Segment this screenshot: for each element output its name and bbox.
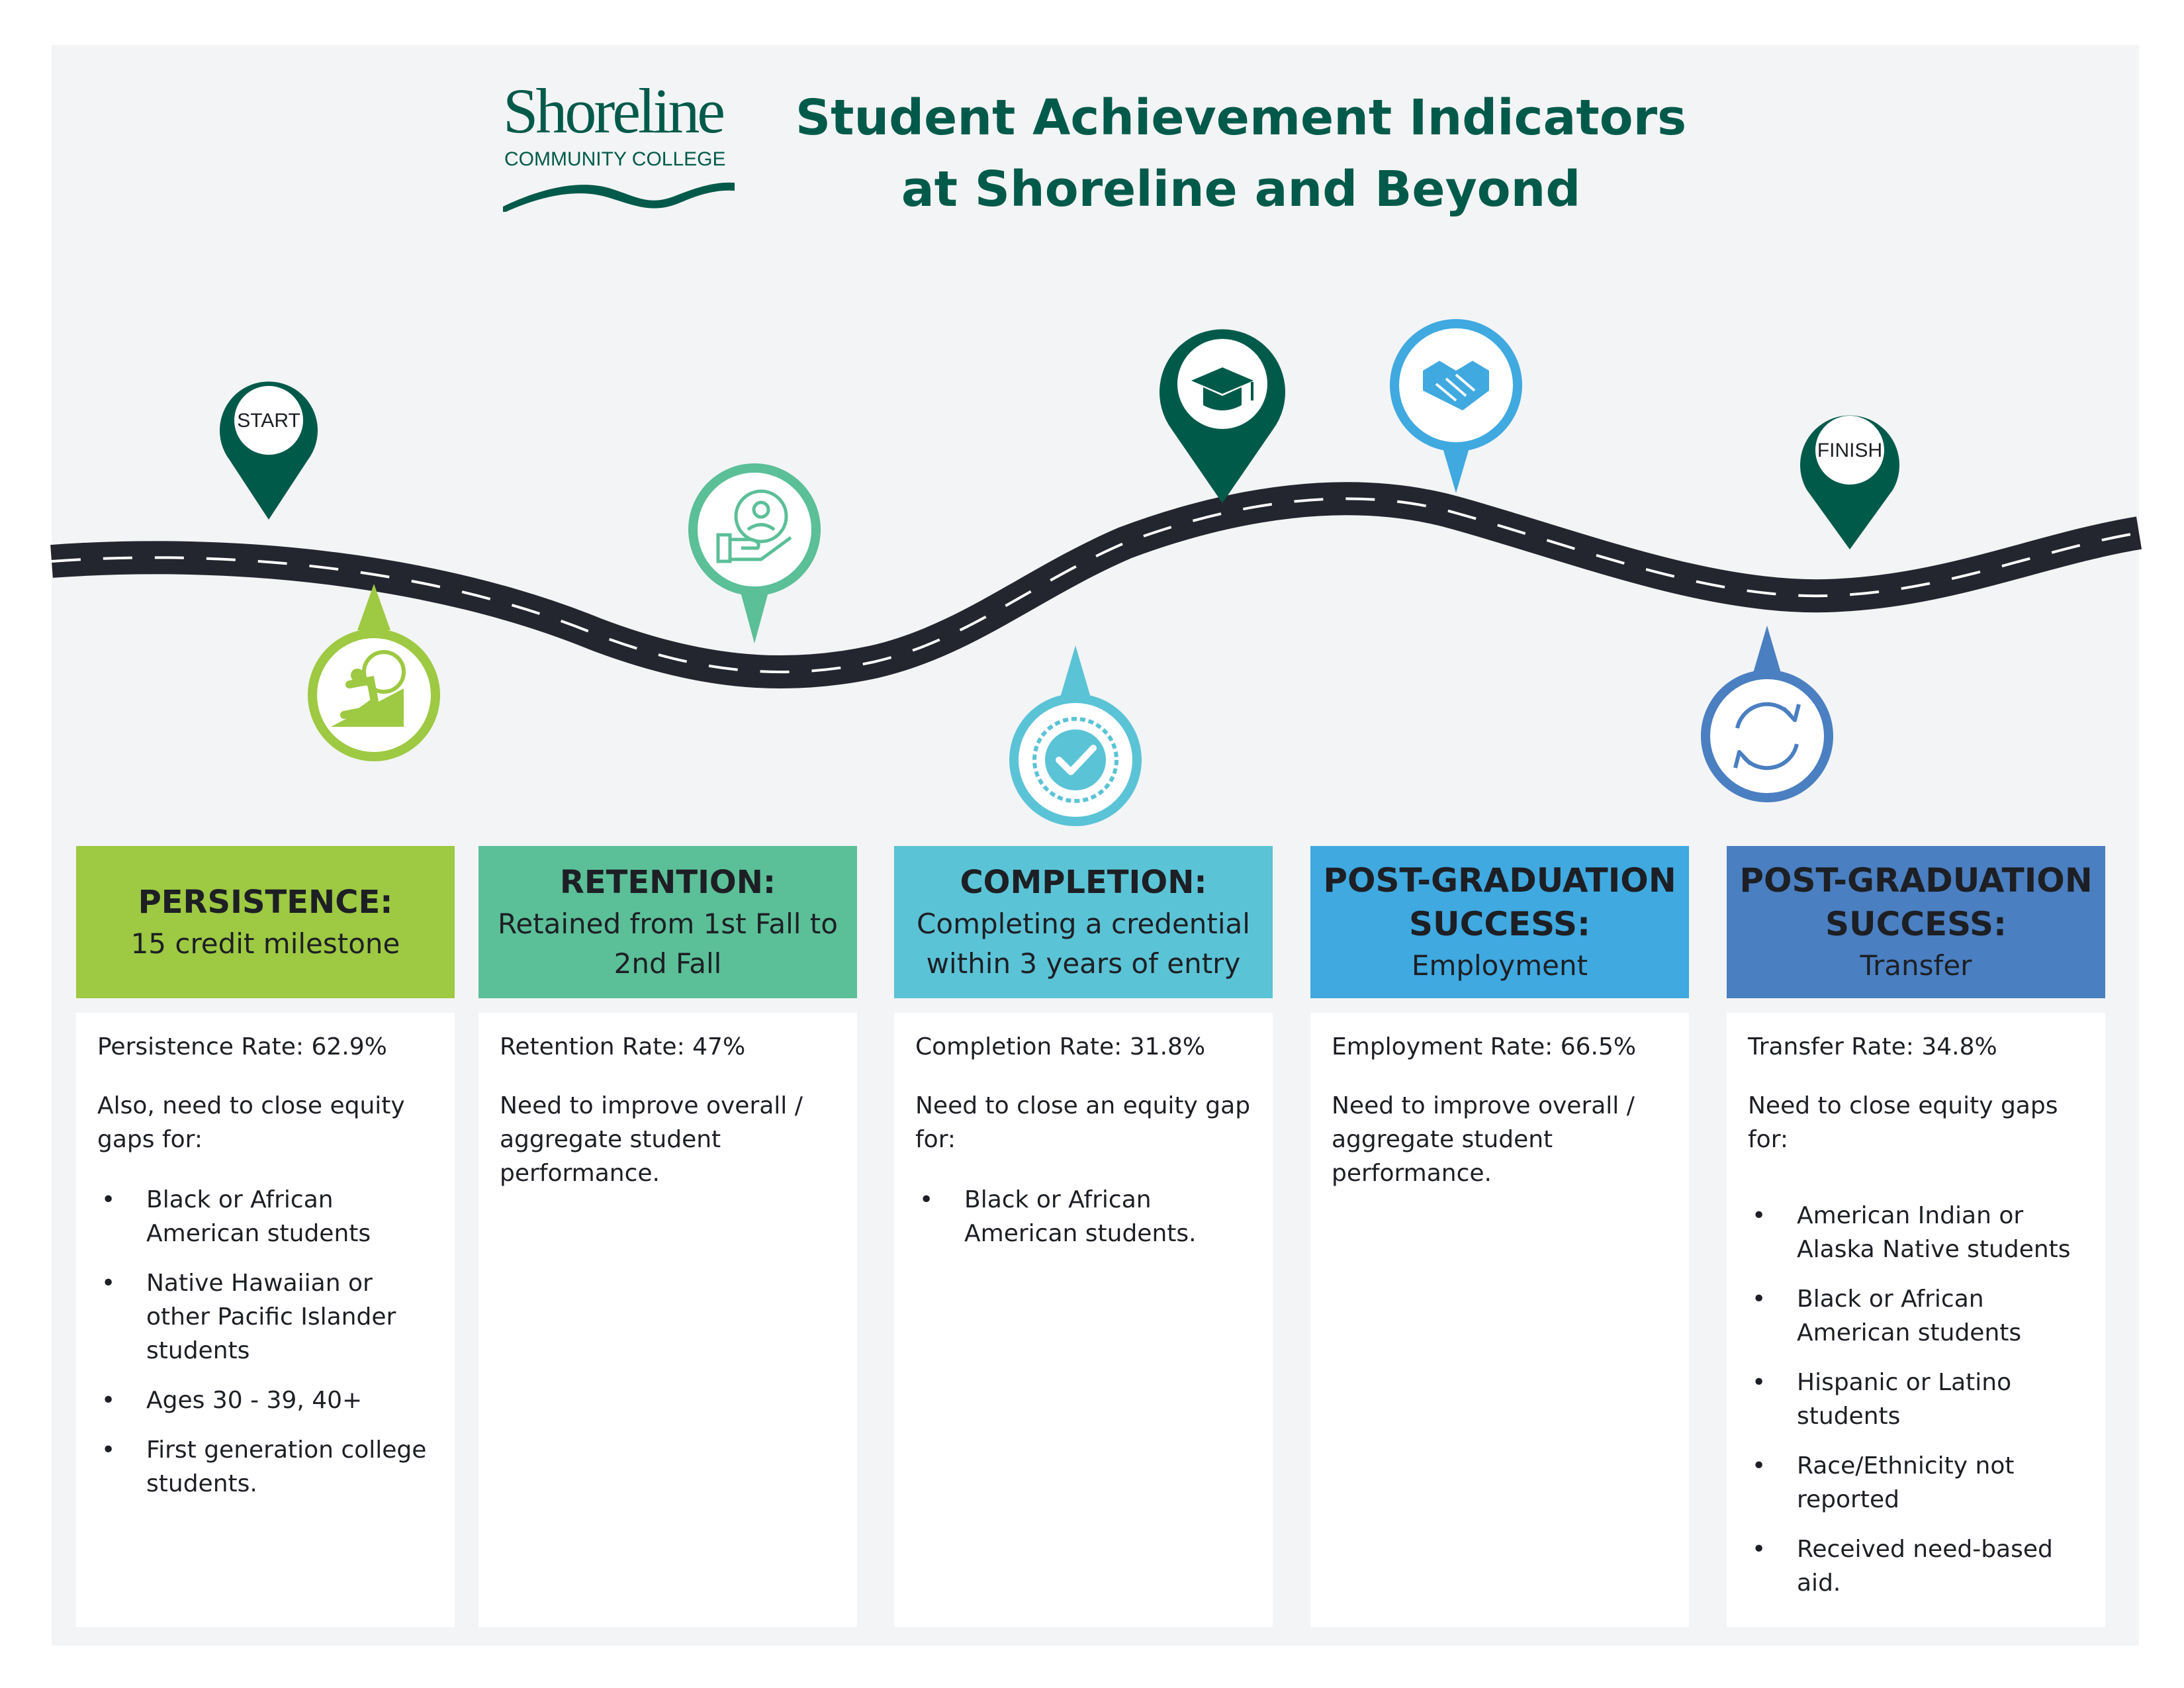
employment-title: POST-GRADUATION SUCCESS: bbox=[1323, 861, 1676, 943]
persistence-body bbox=[76, 1013, 455, 1627]
transfer-title: POST-GRADUATION SUCCESS: bbox=[1739, 861, 2093, 943]
transfer-note: Need to close equity gaps for: bbox=[1748, 1092, 2058, 1153]
employment-pin bbox=[1390, 319, 1522, 493]
retention-header bbox=[478, 846, 857, 998]
start-label: START bbox=[237, 410, 300, 432]
completion-title: COMPLETION: bbox=[960, 864, 1207, 901]
completion-gap-list bbox=[915, 1183, 1253, 1250]
list-item: • Black or African American students bbox=[97, 1183, 435, 1250]
finish-pin bbox=[1800, 416, 1899, 549]
logo-subtitle: COMMUNITY COLLEGE bbox=[504, 148, 726, 170]
list-item: • Race/Ethnicity not reported bbox=[1748, 1449, 2085, 1517]
transfer-header bbox=[1727, 846, 2105, 998]
retention-rate: Retention Rate: 47% bbox=[500, 1033, 746, 1060]
list-item: • Received need-based aid. bbox=[1748, 1532, 2085, 1600]
start-pin bbox=[220, 381, 318, 520]
column-persistence bbox=[76, 846, 455, 1497]
road-timeline bbox=[0, 0, 2184, 827]
title-line-1: Student Achievement Indicators bbox=[795, 89, 1687, 146]
transfer-gap-list bbox=[1748, 1199, 2085, 1600]
finish-label: FINISH bbox=[1817, 440, 1883, 461]
logo-wordmark: Shoreline bbox=[503, 75, 723, 146]
persistence-header bbox=[76, 846, 455, 998]
list-item: • Black or African American students bbox=[1748, 1282, 2085, 1350]
employment-subtitle: Employment bbox=[1411, 949, 1588, 982]
refresh-arrows-icon bbox=[1701, 626, 1833, 802]
retention-note: Need to improve overall / aggregate student performance. bbox=[500, 1092, 803, 1187]
persistence-title: PERSISTENCE: bbox=[138, 884, 393, 921]
list-item: • Black or African American students. bbox=[915, 1183, 1253, 1250]
employment-rate: Employment Rate: 66.5% bbox=[1332, 1033, 1637, 1060]
list-item: • Hispanic or Latino students bbox=[1748, 1366, 2085, 1433]
hand-holding-person-icon bbox=[688, 463, 821, 643]
list-item: • American Indian or Alaska Native students bbox=[1748, 1199, 2085, 1266]
transfer-rate: Transfer Rate: 34.8% bbox=[1748, 1033, 1997, 1060]
mountain-climber-icon bbox=[308, 584, 440, 761]
column-completion bbox=[894, 846, 1273, 1247]
retention-title: RETENTION: bbox=[559, 864, 776, 901]
column-transfer bbox=[1727, 846, 2105, 1597]
retention-subtitle: Retained from 1st Fall to 2nd Fall bbox=[498, 908, 838, 980]
completion-note: Need to close an equity gap for: bbox=[915, 1092, 1251, 1153]
employment-note: Need to improve overall / aggregate student performance. bbox=[1332, 1092, 1635, 1187]
employment-header bbox=[1310, 846, 1689, 998]
list-item: • Ages 30 - 39, 40+ bbox=[97, 1383, 435, 1417]
persistence-note: Also, need to close equity gaps for: bbox=[97, 1092, 405, 1153]
employment-body bbox=[1310, 1013, 1689, 1627]
completion-body bbox=[894, 1013, 1273, 1627]
persistence-subtitle: 15 credit milestone bbox=[130, 927, 400, 960]
column-employment bbox=[1310, 846, 1689, 1187]
transfer-body bbox=[1727, 1013, 2105, 1627]
checkmark-badge-icon bbox=[1009, 645, 1142, 826]
list-item: • First generation college students. bbox=[97, 1433, 435, 1501]
list-item: • Native Hawaiian or other Pacific Islander students bbox=[97, 1266, 435, 1368]
column-retention bbox=[478, 846, 857, 1187]
completion-subtitle: Completing a credential within 3 years of entry bbox=[917, 908, 1250, 980]
persistence-rate: Persistence Rate: 62.9% bbox=[97, 1033, 387, 1060]
title-line-2: at Shoreline and Beyond bbox=[901, 161, 1581, 218]
graduation-pin bbox=[1160, 329, 1285, 503]
transfer-subtitle: Transfer bbox=[1860, 949, 1972, 982]
persistence-gap-list bbox=[97, 1183, 435, 1501]
completion-rate: Completion Rate: 31.8% bbox=[915, 1033, 1206, 1060]
retention-body bbox=[478, 1013, 857, 1627]
completion-header bbox=[894, 846, 1273, 998]
